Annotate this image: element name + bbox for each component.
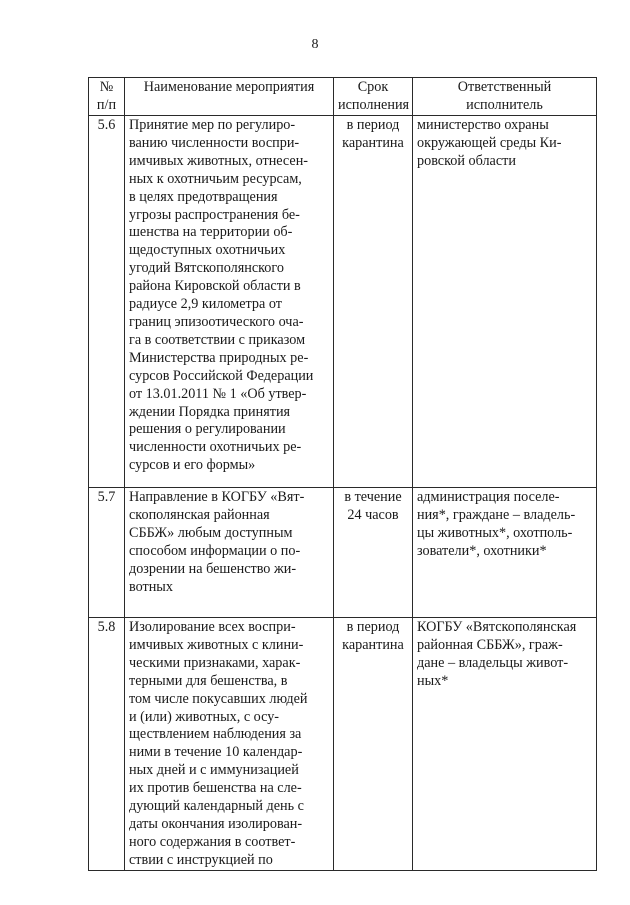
cell-responsible-line: ных* <box>417 672 449 689</box>
cell-measure-name-line: и (или) животных, с осу- <box>129 708 280 725</box>
cell-measure-name-line: шенства на территории об- <box>129 224 293 241</box>
cell-responsible-line: КОГБУ «Вятскополянская <box>417 619 577 635</box>
cell-measure-name <box>125 116 334 488</box>
cell-measure-name-line: имчивых животных с клини- <box>129 636 304 653</box>
cell-measure-name-line: Изолирование всех воспри- <box>129 619 296 635</box>
cell-measure-name-line: района Кировской области в <box>129 278 301 295</box>
cell-term <box>334 116 413 488</box>
cell-measure-name-line: ждении Порядка принятия <box>129 403 291 420</box>
cell-responsible-line: министерство охраны <box>417 117 549 133</box>
cell-measure-name-line: терными для бешенства, в <box>129 672 288 689</box>
cell-measure-name-line: скополянская районная <box>129 506 270 523</box>
cell-measure-name-line: Направление в КОГБУ «Вят- <box>129 489 305 505</box>
cell-measure-name <box>125 488 334 618</box>
cell-measure-name-line: границ эпизоотического оча- <box>129 313 304 330</box>
cell-measure-name-line: ного содержания в соответ- <box>129 833 296 850</box>
cell-responsible <box>413 488 597 618</box>
cell-measure-name-line: га в соответствии с приказом <box>129 331 306 348</box>
header-responsible: Ответственный исполнитель <box>413 78 597 116</box>
cell-term <box>334 618 413 871</box>
cell-responsible-line: районная СББЖ», граж- <box>417 636 563 653</box>
cell-measure-name-line: том числе покусавших людей <box>129 690 308 707</box>
cell-responsible <box>413 618 597 871</box>
cell-measure-name-line: СББЖ» любым доступным <box>129 524 293 541</box>
cell-measure-name-line: Принятие мер по регулиро- <box>129 117 296 133</box>
cell-term-line: 24 часов <box>347 506 399 523</box>
cell-measure-name-line: от 13.01.2011 № 1 «Об утвер- <box>129 385 307 402</box>
header-name: Наименование мероприятия <box>125 78 334 116</box>
cell-responsible-line: администрация поселе- <box>417 489 560 505</box>
cell-measure-name-line: сурсов и его формы» <box>129 457 256 474</box>
cell-responsible <box>413 116 597 488</box>
cell-responsible-line: ния*, граждане – владель- <box>417 506 576 523</box>
cell-term-line: карантина <box>342 636 404 653</box>
cell-responsible-line: дане – владельцы живот- <box>417 654 569 671</box>
cell-measure-name-line: способом информации о по- <box>129 542 301 559</box>
cell-measure-name-line: ними в течение 10 календар- <box>129 744 303 761</box>
cell-measure-name-line: ванию численности воспри- <box>129 134 300 151</box>
cell-measure-name-line: угодий Вятскополянского <box>129 260 284 277</box>
cell-measure-name-line: даты окончания изолирован- <box>129 815 303 832</box>
cell-measure-name-line: вотных <box>129 578 173 595</box>
cell-measure-name-line: дующий календарный день с <box>129 798 304 815</box>
table-row <box>89 618 597 871</box>
cell-measure-name-line: имчивых животных, отнесен- <box>129 152 309 169</box>
cell-responsible-line: ровской области <box>417 152 516 169</box>
header-term: Срок исполнения <box>334 78 413 116</box>
cell-measure-name-line: ных дней и с иммунизацией <box>129 762 299 779</box>
cell-responsible-line: окружающей среды Ки- <box>417 134 562 151</box>
page-number: 8 <box>311 37 319 52</box>
cell-measure-name-line: их против бешенства на сле- <box>129 780 302 797</box>
cell-term-line: в течение <box>344 489 402 505</box>
cell-measure-name <box>125 618 334 871</box>
cell-term-line: карантина <box>342 134 404 151</box>
cell-term <box>334 488 413 618</box>
cell-measure-name-line: ных к охотничьим ресурсам, <box>129 170 302 187</box>
cell-measure-name-line: щедоступных охотничьих <box>129 242 286 259</box>
header-num: № п/п <box>89 78 125 116</box>
cell-measure-name-line: решения о регулировании <box>129 421 286 438</box>
cell-term-line: в период <box>346 619 400 635</box>
cell-measure-name-line: в целях предотвращения <box>129 188 278 205</box>
cell-measure-name-line: ствии с инструкцией по <box>129 851 273 868</box>
cell-num: 5.8 <box>89 618 125 871</box>
cell-measure-name-line: ществлением наблюдения за <box>129 726 302 743</box>
cell-measure-name-line: дозрении на бешенство жи- <box>129 560 297 577</box>
cell-measure-name-line: угрозы распространения бе- <box>129 206 300 223</box>
cell-measure-name-line: сурсов Российской Федерации <box>129 367 314 384</box>
cell-responsible-line: цы животных*, охотполь- <box>417 524 573 541</box>
cell-measure-name-line: ческими признаками, харак- <box>129 654 301 671</box>
cell-measure-name-line: радиусе 2,9 километра от <box>129 296 282 313</box>
cell-measure-name-line: численности охотничьих ре- <box>129 439 302 456</box>
cell-num: 5.6 <box>89 116 125 488</box>
table-header-row <box>89 78 597 116</box>
cell-responsible-line: зователи*, охотники* <box>417 542 547 559</box>
cell-term-line: в период <box>346 117 400 133</box>
table-row <box>89 116 597 488</box>
cell-measure-name-line: Министерства природных ре- <box>129 349 309 366</box>
cell-num: 5.7 <box>89 488 125 618</box>
measures-table <box>88 77 597 871</box>
table-row <box>89 488 597 618</box>
